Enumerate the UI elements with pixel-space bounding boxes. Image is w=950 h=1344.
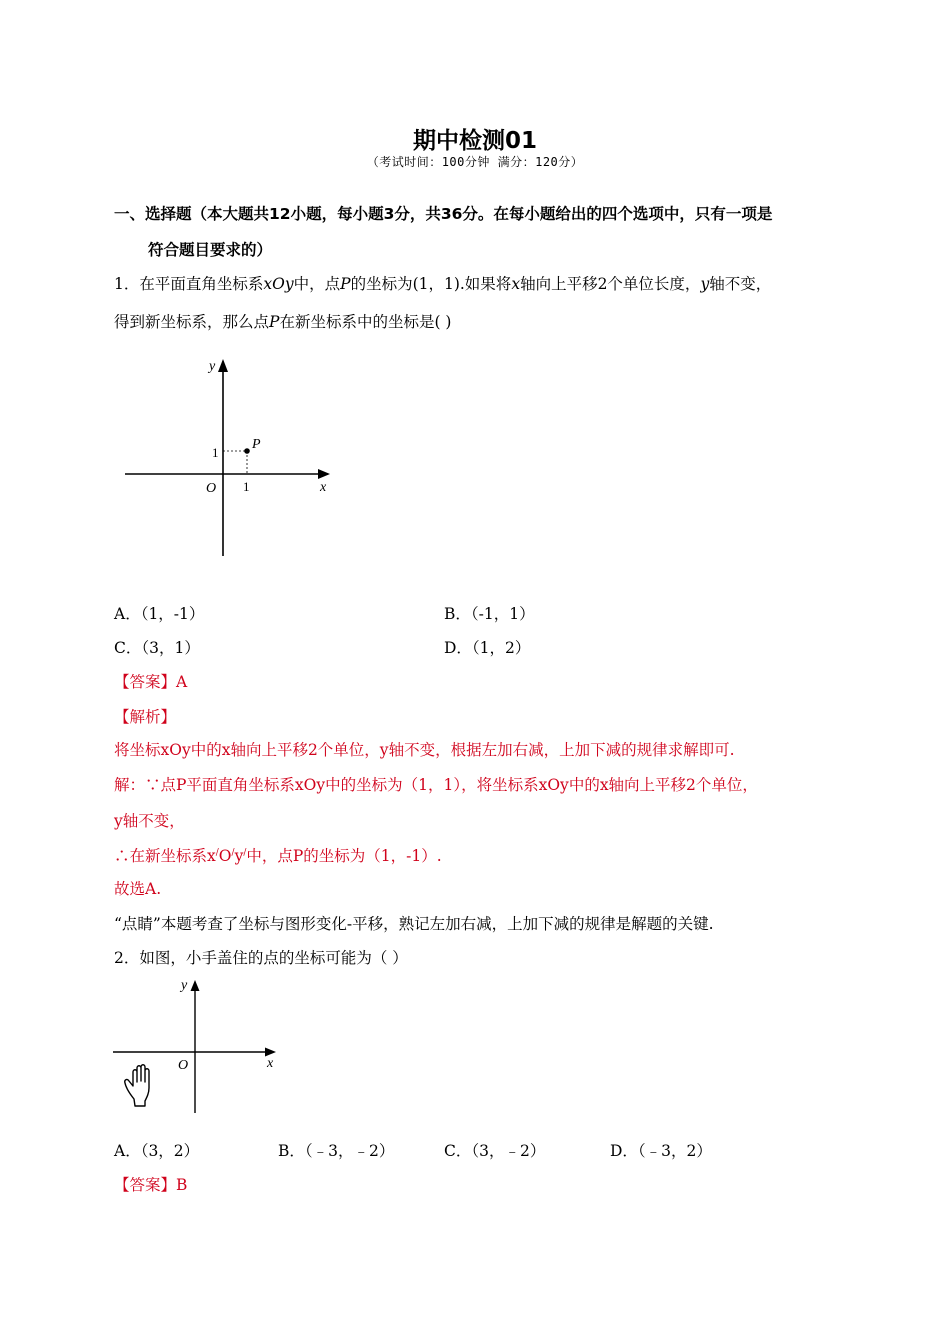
q1-stem-line2: 得到新坐标系，那么点P在新坐标系中的坐标是( ) xyxy=(114,313,452,331)
origin-label: O xyxy=(206,481,217,496)
q2-option-c: C．（3，﹣2） xyxy=(444,1142,546,1160)
y-tick-label: 1 xyxy=(212,445,219,460)
origin-label: O xyxy=(178,1058,189,1073)
q1-option-a: A．（1，-1） xyxy=(114,605,205,623)
q1-stem-line1: 1．在平面直角坐标系xOy中，点P的坐标为(1，1).如果将x轴向上平移2个单位长度，y轴不变， xyxy=(114,275,772,293)
q1-answer: 【答案】A xyxy=(114,673,188,691)
x-axis-label: x xyxy=(267,1056,274,1071)
q1-analysis-2: 解：∵点P平面直角坐标系xOy中的坐标为（1，1），将坐标系xOy中的x轴向上平移2个单位， xyxy=(114,776,758,794)
q1-analysis-label: 【解析】 xyxy=(114,708,177,726)
point-p-label: P xyxy=(252,437,261,452)
q1-option-b: B．（-1，1） xyxy=(444,605,535,623)
q1-analysis-4: ∴在新坐标系x/O/y/中，点P的坐标为（1，-1）. xyxy=(114,847,442,865)
q2-stem: 2．如图，小手盖住的点的坐标可能为（ ） xyxy=(114,949,408,967)
q1-option-c: C．（3，1） xyxy=(114,639,200,657)
x-axis-arrow-icon xyxy=(318,469,330,479)
q1-analysis-3: y轴不变， xyxy=(114,812,185,830)
x-axis-label: x xyxy=(320,480,327,495)
q1-option-d: D．（1，2） xyxy=(444,639,531,657)
q1-note: “点睛”本题考查了坐标与图形变化-平移，熟记左加右减，上加下减的规律是解题的关键. xyxy=(114,915,714,933)
section-heading: 一、选择题（本大题共12小题，每小题3分，共36分。在每小题给出的四个选项中，只有一项是 xyxy=(114,205,773,223)
section-heading-cont: 符合题目要求的） xyxy=(148,241,273,259)
q2-option-b: B．（﹣3，﹣2） xyxy=(278,1142,395,1160)
y-axis-label: y xyxy=(181,978,188,993)
q2-option-d: D．（﹣3，2） xyxy=(610,1142,712,1160)
point-p xyxy=(244,448,250,454)
q1-analysis-1: 将坐标xOy中的x轴向上平移2个单位，y轴不变，根据左加右减，上加下减的规律求解即可. xyxy=(114,741,735,759)
page-title: 期中检测01 xyxy=(412,128,537,154)
hand-icon xyxy=(125,1065,149,1106)
y-axis-arrow-icon xyxy=(218,359,228,372)
exam-info: （考试时间：100分钟 满分：120分） xyxy=(366,155,584,169)
q1-coordinate-figure xyxy=(120,350,340,560)
q2-answer: 【答案】B xyxy=(114,1176,188,1194)
q2-option-a: A．（3，2） xyxy=(114,1142,200,1160)
q1-analysis-5: 故选A. xyxy=(114,880,162,898)
x-tick-label: 1 xyxy=(243,479,250,494)
y-axis-arrow-icon xyxy=(191,980,200,991)
y-axis-label: y xyxy=(209,359,216,374)
q2-coordinate-figure xyxy=(110,972,290,1117)
